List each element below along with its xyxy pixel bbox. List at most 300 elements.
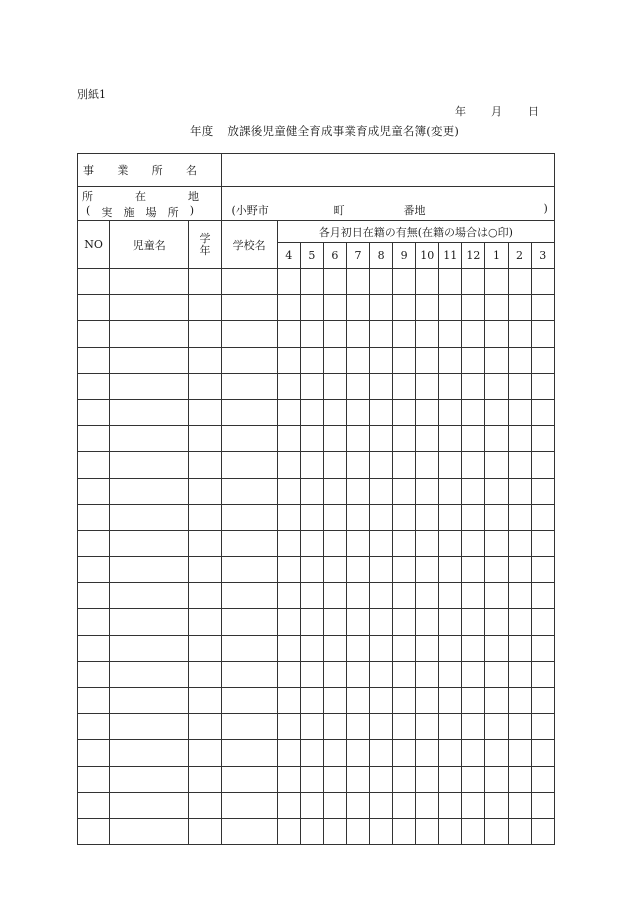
cell-month[interactable] xyxy=(416,478,439,504)
cell-month[interactable] xyxy=(300,269,323,295)
cell-school[interactable] xyxy=(221,688,277,714)
cell-month[interactable] xyxy=(346,635,369,661)
cell-month[interactable] xyxy=(393,766,416,792)
cell-month[interactable] xyxy=(531,557,554,583)
cell-month[interactable] xyxy=(439,452,462,478)
cell-month[interactable] xyxy=(485,766,508,792)
cell-month[interactable] xyxy=(346,504,369,530)
cell-month[interactable] xyxy=(370,688,393,714)
cell-month[interactable] xyxy=(370,426,393,452)
cell-month[interactable] xyxy=(416,373,439,399)
cell-month[interactable] xyxy=(346,399,369,425)
cell-month[interactable] xyxy=(277,688,300,714)
cell-month[interactable] xyxy=(508,478,531,504)
cell-grade[interactable] xyxy=(189,399,221,425)
cell-month[interactable] xyxy=(323,714,346,740)
cell-grade[interactable] xyxy=(189,269,221,295)
cell-month[interactable] xyxy=(370,504,393,530)
cell-month[interactable] xyxy=(370,452,393,478)
cell-month[interactable] xyxy=(277,399,300,425)
cell-month[interactable] xyxy=(439,478,462,504)
cell-child-name[interactable] xyxy=(110,766,189,792)
cell-month[interactable] xyxy=(485,426,508,452)
cell-month[interactable] xyxy=(439,530,462,556)
cell-month[interactable] xyxy=(300,818,323,844)
cell-month[interactable] xyxy=(323,766,346,792)
cell-grade[interactable] xyxy=(189,635,221,661)
cell-month[interactable] xyxy=(462,504,485,530)
cell-no[interactable] xyxy=(78,740,110,766)
cell-month[interactable] xyxy=(346,609,369,635)
cell-month[interactable] xyxy=(439,557,462,583)
cell-month[interactable] xyxy=(346,766,369,792)
cell-month[interactable] xyxy=(416,530,439,556)
cell-school[interactable] xyxy=(221,321,277,347)
cell-month[interactable] xyxy=(416,269,439,295)
cell-month[interactable] xyxy=(439,766,462,792)
cell-child-name[interactable] xyxy=(110,530,189,556)
cell-month[interactable] xyxy=(393,321,416,347)
cell-month[interactable] xyxy=(370,347,393,373)
cell-month[interactable] xyxy=(346,661,369,687)
cell-month[interactable] xyxy=(346,452,369,478)
cell-grade[interactable] xyxy=(189,818,221,844)
cell-month[interactable] xyxy=(346,426,369,452)
cell-grade[interactable] xyxy=(189,661,221,687)
cell-no[interactable] xyxy=(78,661,110,687)
cell-month[interactable] xyxy=(531,792,554,818)
cell-month[interactable] xyxy=(393,583,416,609)
cell-month[interactable] xyxy=(370,295,393,321)
cell-month[interactable] xyxy=(277,661,300,687)
cell-month[interactable] xyxy=(300,583,323,609)
cell-month[interactable] xyxy=(370,740,393,766)
cell-no[interactable] xyxy=(78,557,110,583)
cell-month[interactable] xyxy=(323,661,346,687)
cell-month[interactable] xyxy=(300,295,323,321)
cell-month[interactable] xyxy=(323,635,346,661)
cell-month[interactable] xyxy=(439,740,462,766)
cell-month[interactable] xyxy=(485,740,508,766)
cell-month[interactable] xyxy=(508,583,531,609)
cell-month[interactable] xyxy=(323,452,346,478)
cell-month[interactable] xyxy=(393,740,416,766)
cell-month[interactable] xyxy=(485,504,508,530)
cell-month[interactable] xyxy=(300,714,323,740)
cell-month[interactable] xyxy=(508,609,531,635)
cell-no[interactable] xyxy=(78,714,110,740)
cell-month[interactable] xyxy=(531,818,554,844)
cell-month[interactable] xyxy=(485,452,508,478)
cell-school[interactable] xyxy=(221,399,277,425)
cell-month[interactable] xyxy=(346,373,369,399)
cell-month[interactable] xyxy=(393,530,416,556)
cell-grade[interactable] xyxy=(189,792,221,818)
cell-child-name[interactable] xyxy=(110,583,189,609)
cell-month[interactable] xyxy=(370,792,393,818)
cell-month[interactable] xyxy=(531,609,554,635)
cell-month[interactable] xyxy=(485,347,508,373)
cell-month[interactable] xyxy=(416,792,439,818)
cell-month[interactable] xyxy=(508,269,531,295)
cell-month[interactable] xyxy=(323,818,346,844)
cell-month[interactable] xyxy=(439,609,462,635)
cell-month[interactable] xyxy=(485,321,508,347)
cell-month[interactable] xyxy=(393,426,416,452)
cell-month[interactable] xyxy=(416,661,439,687)
address-field[interactable] xyxy=(221,187,554,221)
cell-grade[interactable] xyxy=(189,766,221,792)
cell-month[interactable] xyxy=(439,583,462,609)
cell-month[interactable] xyxy=(485,373,508,399)
cell-month[interactable] xyxy=(531,452,554,478)
cell-child-name[interactable] xyxy=(110,452,189,478)
cell-month[interactable] xyxy=(370,766,393,792)
cell-month[interactable] xyxy=(531,530,554,556)
cell-child-name[interactable] xyxy=(110,661,189,687)
cell-month[interactable] xyxy=(370,321,393,347)
cell-month[interactable] xyxy=(416,609,439,635)
cell-month[interactable] xyxy=(370,269,393,295)
cell-month[interactable] xyxy=(277,504,300,530)
cell-month[interactable] xyxy=(346,557,369,583)
cell-month[interactable] xyxy=(393,818,416,844)
cell-month[interactable] xyxy=(416,635,439,661)
cell-school[interactable] xyxy=(221,609,277,635)
cell-month[interactable] xyxy=(531,347,554,373)
cell-month[interactable] xyxy=(393,478,416,504)
cell-month[interactable] xyxy=(439,635,462,661)
cell-month[interactable] xyxy=(531,504,554,530)
cell-month[interactable] xyxy=(370,478,393,504)
cell-month[interactable] xyxy=(416,818,439,844)
cell-month[interactable] xyxy=(300,609,323,635)
cell-month[interactable] xyxy=(300,557,323,583)
cell-no[interactable] xyxy=(78,295,110,321)
cell-month[interactable] xyxy=(485,269,508,295)
cell-child-name[interactable] xyxy=(110,295,189,321)
cell-month[interactable] xyxy=(277,635,300,661)
cell-month[interactable] xyxy=(277,583,300,609)
cell-child-name[interactable] xyxy=(110,347,189,373)
cell-month[interactable] xyxy=(439,792,462,818)
cell-month[interactable] xyxy=(346,295,369,321)
cell-month[interactable] xyxy=(439,321,462,347)
cell-month[interactable] xyxy=(323,740,346,766)
cell-no[interactable] xyxy=(78,347,110,373)
cell-month[interactable] xyxy=(393,504,416,530)
cell-month[interactable] xyxy=(323,688,346,714)
cell-month[interactable] xyxy=(531,478,554,504)
cell-month[interactable] xyxy=(300,635,323,661)
cell-month[interactable] xyxy=(439,399,462,425)
cell-no[interactable] xyxy=(78,269,110,295)
cell-month[interactable] xyxy=(416,766,439,792)
cell-month[interactable] xyxy=(277,295,300,321)
cell-no[interactable] xyxy=(78,792,110,818)
cell-month[interactable] xyxy=(531,399,554,425)
cell-month[interactable] xyxy=(416,347,439,373)
cell-month[interactable] xyxy=(323,426,346,452)
cell-month[interactable] xyxy=(439,347,462,373)
cell-month[interactable] xyxy=(300,399,323,425)
cell-month[interactable] xyxy=(508,688,531,714)
cell-month[interactable] xyxy=(439,504,462,530)
cell-month[interactable] xyxy=(531,583,554,609)
cell-month[interactable] xyxy=(508,792,531,818)
cell-month[interactable] xyxy=(508,635,531,661)
cell-month[interactable] xyxy=(485,714,508,740)
cell-month[interactable] xyxy=(462,792,485,818)
cell-month[interactable] xyxy=(485,635,508,661)
cell-month[interactable] xyxy=(393,347,416,373)
cell-month[interactable] xyxy=(485,661,508,687)
cell-grade[interactable] xyxy=(189,740,221,766)
cell-month[interactable] xyxy=(323,557,346,583)
cell-month[interactable] xyxy=(300,504,323,530)
cell-child-name[interactable] xyxy=(110,714,189,740)
cell-month[interactable] xyxy=(485,688,508,714)
cell-month[interactable] xyxy=(277,766,300,792)
cell-child-name[interactable] xyxy=(110,426,189,452)
cell-month[interactable] xyxy=(531,740,554,766)
cell-no[interactable] xyxy=(78,373,110,399)
cell-school[interactable] xyxy=(221,792,277,818)
cell-month[interactable] xyxy=(462,583,485,609)
cell-school[interactable] xyxy=(221,295,277,321)
cell-month[interactable] xyxy=(439,688,462,714)
cell-month[interactable] xyxy=(485,557,508,583)
cell-no[interactable] xyxy=(78,426,110,452)
cell-child-name[interactable] xyxy=(110,792,189,818)
cell-school[interactable] xyxy=(221,661,277,687)
cell-school[interactable] xyxy=(221,635,277,661)
cell-month[interactable] xyxy=(393,295,416,321)
cell-month[interactable] xyxy=(370,635,393,661)
cell-month[interactable] xyxy=(346,688,369,714)
cell-child-name[interactable] xyxy=(110,504,189,530)
cell-month[interactable] xyxy=(462,688,485,714)
cell-no[interactable] xyxy=(78,818,110,844)
cell-month[interactable] xyxy=(393,373,416,399)
cell-child-name[interactable] xyxy=(110,321,189,347)
cell-month[interactable] xyxy=(300,530,323,556)
cell-month[interactable] xyxy=(416,557,439,583)
cell-month[interactable] xyxy=(323,792,346,818)
cell-no[interactable] xyxy=(78,321,110,347)
cell-month[interactable] xyxy=(277,792,300,818)
cell-month[interactable] xyxy=(300,426,323,452)
cell-month[interactable] xyxy=(370,373,393,399)
cell-child-name[interactable] xyxy=(110,688,189,714)
cell-school[interactable] xyxy=(221,714,277,740)
cell-month[interactable] xyxy=(416,426,439,452)
cell-month[interactable] xyxy=(393,688,416,714)
cell-month[interactable] xyxy=(416,399,439,425)
cell-child-name[interactable] xyxy=(110,740,189,766)
cell-school[interactable] xyxy=(221,557,277,583)
cell-month[interactable] xyxy=(462,321,485,347)
cell-month[interactable] xyxy=(485,295,508,321)
cell-grade[interactable] xyxy=(189,321,221,347)
cell-month[interactable] xyxy=(531,635,554,661)
cell-grade[interactable] xyxy=(189,452,221,478)
cell-month[interactable] xyxy=(393,661,416,687)
cell-school[interactable] xyxy=(221,504,277,530)
cell-month[interactable] xyxy=(393,609,416,635)
cell-month[interactable] xyxy=(462,609,485,635)
cell-month[interactable] xyxy=(485,530,508,556)
cell-month[interactable] xyxy=(508,557,531,583)
cell-month[interactable] xyxy=(277,321,300,347)
office-name-field[interactable] xyxy=(221,154,554,187)
cell-month[interactable] xyxy=(300,347,323,373)
cell-month[interactable] xyxy=(323,269,346,295)
cell-month[interactable] xyxy=(393,269,416,295)
cell-month[interactable] xyxy=(277,478,300,504)
cell-month[interactable] xyxy=(370,583,393,609)
cell-month[interactable] xyxy=(416,504,439,530)
cell-month[interactable] xyxy=(393,452,416,478)
cell-month[interactable] xyxy=(508,766,531,792)
cell-month[interactable] xyxy=(323,399,346,425)
cell-month[interactable] xyxy=(370,530,393,556)
cell-month[interactable] xyxy=(508,321,531,347)
cell-month[interactable] xyxy=(531,661,554,687)
cell-month[interactable] xyxy=(462,295,485,321)
cell-month[interactable] xyxy=(277,347,300,373)
cell-month[interactable] xyxy=(393,635,416,661)
cell-school[interactable] xyxy=(221,373,277,399)
cell-month[interactable] xyxy=(300,792,323,818)
cell-month[interactable] xyxy=(323,347,346,373)
cell-month[interactable] xyxy=(346,792,369,818)
cell-month[interactable] xyxy=(323,530,346,556)
cell-month[interactable] xyxy=(370,557,393,583)
cell-grade[interactable] xyxy=(189,295,221,321)
cell-grade[interactable] xyxy=(189,373,221,399)
cell-month[interactable] xyxy=(439,269,462,295)
cell-month[interactable] xyxy=(323,504,346,530)
cell-month[interactable] xyxy=(508,504,531,530)
cell-month[interactable] xyxy=(439,714,462,740)
cell-no[interactable] xyxy=(78,635,110,661)
cell-child-name[interactable] xyxy=(110,269,189,295)
cell-month[interactable] xyxy=(277,714,300,740)
cell-month[interactable] xyxy=(393,399,416,425)
cell-month[interactable] xyxy=(416,740,439,766)
cell-school[interactable] xyxy=(221,818,277,844)
cell-month[interactable] xyxy=(462,347,485,373)
cell-month[interactable] xyxy=(508,740,531,766)
cell-month[interactable] xyxy=(370,818,393,844)
cell-school[interactable] xyxy=(221,269,277,295)
cell-month[interactable] xyxy=(370,609,393,635)
cell-month[interactable] xyxy=(416,452,439,478)
cell-month[interactable] xyxy=(277,530,300,556)
cell-month[interactable] xyxy=(300,321,323,347)
cell-month[interactable] xyxy=(462,557,485,583)
cell-month[interactable] xyxy=(277,452,300,478)
cell-month[interactable] xyxy=(346,269,369,295)
cell-month[interactable] xyxy=(277,818,300,844)
cell-month[interactable] xyxy=(370,399,393,425)
cell-grade[interactable] xyxy=(189,478,221,504)
cell-child-name[interactable] xyxy=(110,635,189,661)
cell-month[interactable] xyxy=(508,661,531,687)
cell-month[interactable] xyxy=(416,321,439,347)
cell-month[interactable] xyxy=(300,661,323,687)
cell-child-name[interactable] xyxy=(110,609,189,635)
cell-month[interactable] xyxy=(531,766,554,792)
cell-month[interactable] xyxy=(462,714,485,740)
cell-month[interactable] xyxy=(508,295,531,321)
cell-month[interactable] xyxy=(485,583,508,609)
cell-month[interactable] xyxy=(416,714,439,740)
cell-month[interactable] xyxy=(277,426,300,452)
cell-month[interactable] xyxy=(393,792,416,818)
cell-month[interactable] xyxy=(485,399,508,425)
cell-month[interactable] xyxy=(393,557,416,583)
cell-month[interactable] xyxy=(277,557,300,583)
cell-grade[interactable] xyxy=(189,504,221,530)
cell-month[interactable] xyxy=(508,714,531,740)
cell-month[interactable] xyxy=(346,530,369,556)
cell-month[interactable] xyxy=(300,766,323,792)
cell-month[interactable] xyxy=(323,295,346,321)
cell-month[interactable] xyxy=(531,269,554,295)
cell-month[interactable] xyxy=(300,740,323,766)
cell-month[interactable] xyxy=(323,478,346,504)
cell-no[interactable] xyxy=(78,399,110,425)
cell-month[interactable] xyxy=(485,792,508,818)
cell-month[interactable] xyxy=(300,452,323,478)
cell-month[interactable] xyxy=(508,818,531,844)
cell-month[interactable] xyxy=(508,399,531,425)
cell-month[interactable] xyxy=(323,583,346,609)
cell-no[interactable] xyxy=(78,452,110,478)
cell-month[interactable] xyxy=(346,347,369,373)
cell-month[interactable] xyxy=(462,635,485,661)
cell-no[interactable] xyxy=(78,766,110,792)
cell-month[interactable] xyxy=(531,295,554,321)
cell-month[interactable] xyxy=(485,818,508,844)
cell-month[interactable] xyxy=(439,295,462,321)
cell-child-name[interactable] xyxy=(110,557,189,583)
cell-month[interactable] xyxy=(277,740,300,766)
cell-month[interactable] xyxy=(300,373,323,399)
cell-month[interactable] xyxy=(508,530,531,556)
cell-month[interactable] xyxy=(462,426,485,452)
cell-month[interactable] xyxy=(439,373,462,399)
cell-school[interactable] xyxy=(221,347,277,373)
cell-month[interactable] xyxy=(370,661,393,687)
cell-month[interactable] xyxy=(346,583,369,609)
cell-month[interactable] xyxy=(462,269,485,295)
cell-grade[interactable] xyxy=(189,583,221,609)
cell-month[interactable] xyxy=(370,714,393,740)
cell-month[interactable] xyxy=(416,295,439,321)
cell-month[interactable] xyxy=(531,321,554,347)
cell-month[interactable] xyxy=(531,714,554,740)
cell-no[interactable] xyxy=(78,504,110,530)
cell-school[interactable] xyxy=(221,478,277,504)
cell-month[interactable] xyxy=(416,688,439,714)
cell-month[interactable] xyxy=(346,740,369,766)
cell-grade[interactable] xyxy=(189,609,221,635)
cell-month[interactable] xyxy=(531,426,554,452)
cell-month[interactable] xyxy=(393,714,416,740)
